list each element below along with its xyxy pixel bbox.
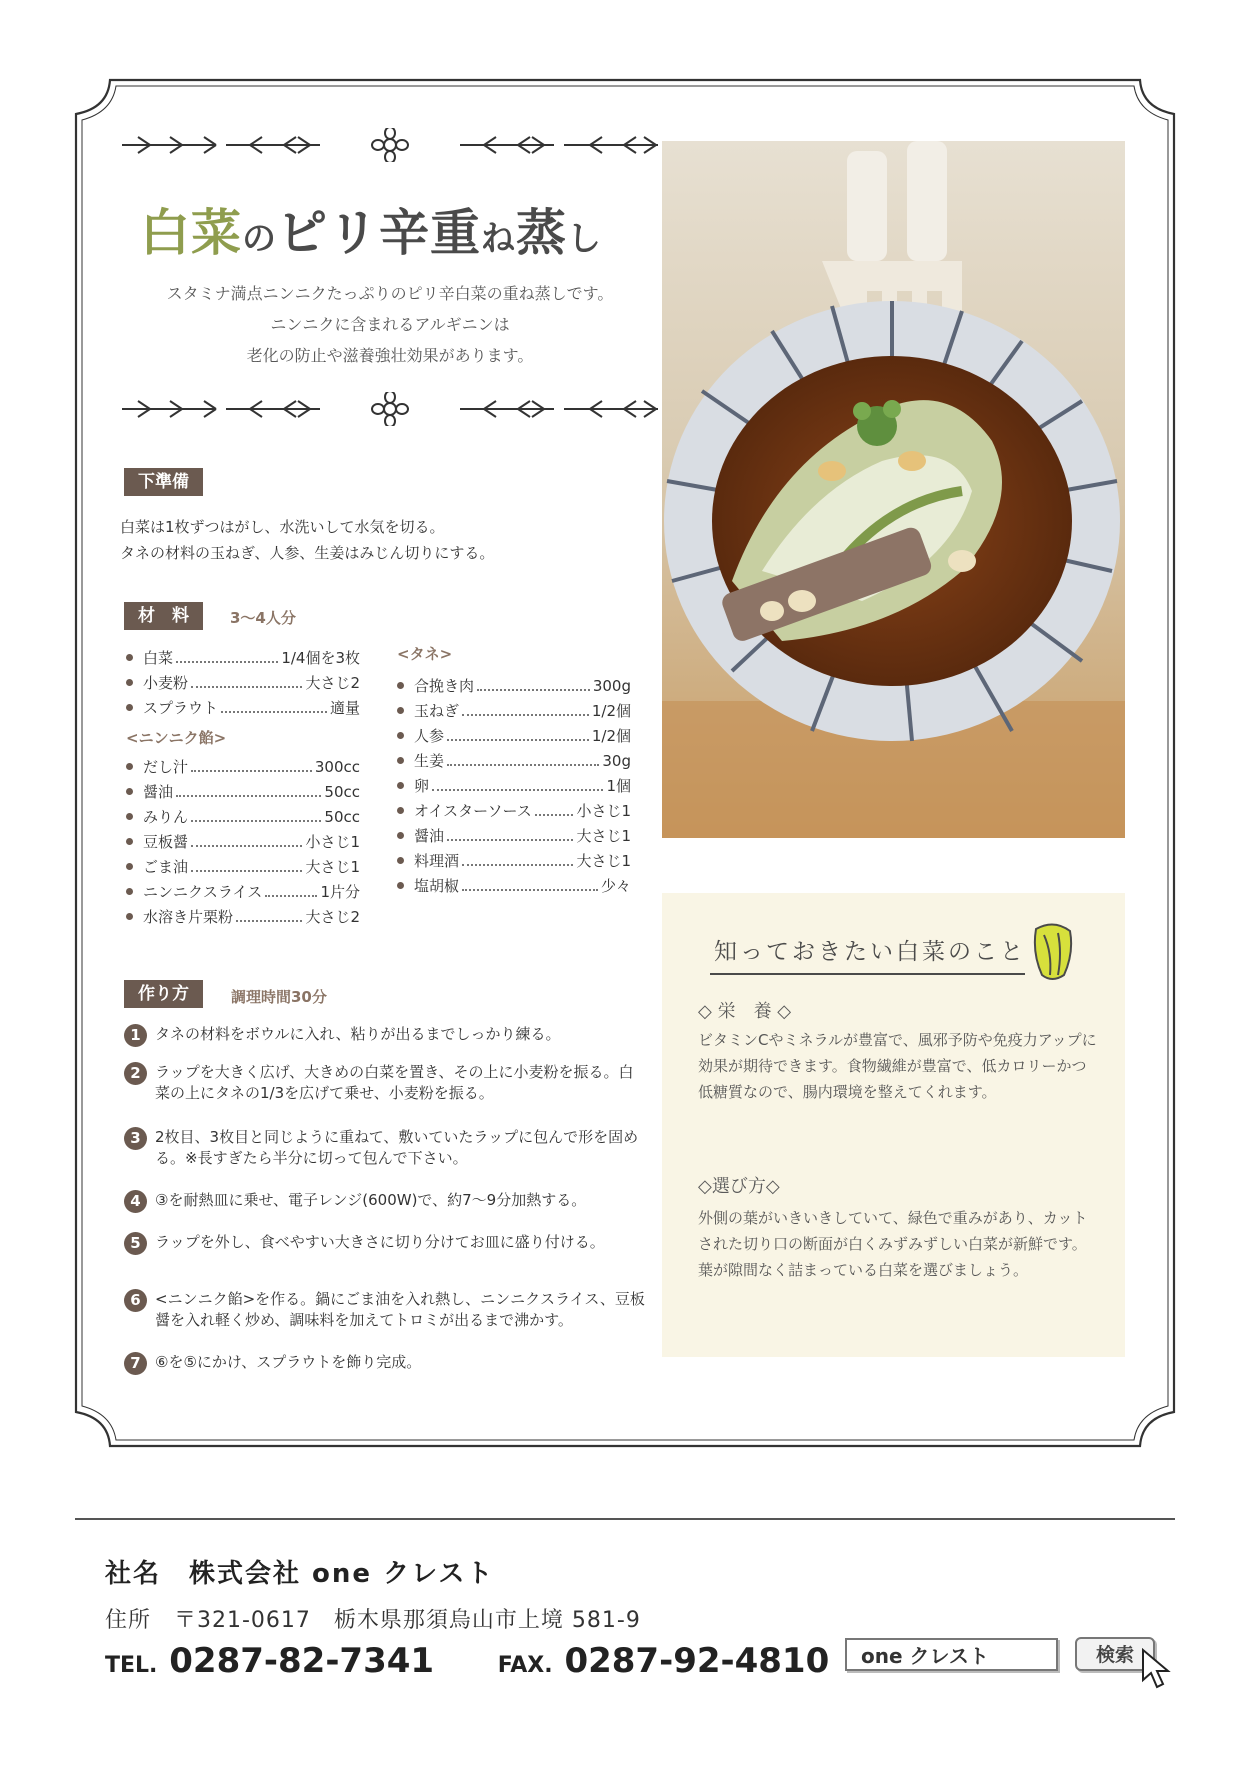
fax-number: 0287-92-4810 bbox=[564, 1641, 830, 1681]
ingredient-row: 塩胡椒 少々 bbox=[397, 873, 631, 898]
prep-line: 白菜は1枚ずつはがし、水洗いして水気を切る。 bbox=[120, 518, 445, 536]
ingredient-row: 料理酒 大さじ1 bbox=[397, 848, 631, 873]
info-title: 知っておきたい白菜のこと bbox=[714, 939, 1026, 965]
prep-line: タネの材料の玉ねぎ、人参、生姜はみじん切りにする。 bbox=[120, 544, 495, 562]
choose-text: 外側の葉がいきいきしていて、緑色で重みがあり、カットされた切り口の断面が白くみずみずしい白菜が新鮮です。葉が隙間なく詰まっている白菜を選びましょう。 bbox=[698, 1209, 1088, 1279]
ingredients-label: 材 料 bbox=[124, 602, 203, 630]
ingredient-row: ニンニクスライス 1片分 bbox=[126, 879, 360, 904]
prep-text bbox=[120, 514, 494, 566]
garlic-sauce-title: <ニンニク餡> bbox=[126, 729, 227, 747]
tel-number: 0287-82-7341 bbox=[169, 1641, 435, 1681]
step-item: 2 ラップを大きく広げ、大きめの白菜を置き、その上に小麦粉を振る。白菜の上にタネの1/3を広げて乗せ、小麦粉を振る。 bbox=[124, 1062, 645, 1104]
cook-time: 調理時間30分 bbox=[231, 988, 327, 1006]
mouse-pointer-icon bbox=[1141, 1648, 1173, 1690]
ingredient-row: スプラウト 適量 bbox=[126, 695, 360, 720]
prep-label: 下準備 bbox=[124, 468, 203, 496]
tel-label: TEL. bbox=[105, 1653, 158, 1678]
intro-line: 老化の防止や滋養強壮効果があります。 bbox=[246, 346, 534, 365]
ingredient-row: 卵 1個 bbox=[397, 773, 631, 798]
company-name: 社名 株式会社 one クレスト bbox=[105, 1559, 495, 1589]
ingredient-row: 醤油 50cc bbox=[126, 779, 360, 804]
method-label: 作り方 bbox=[124, 980, 203, 1008]
step-item: 4 ③を耐熱皿に乗せ、電子レンジ(600W)で、約7～9分加熱する。 bbox=[124, 1190, 645, 1213]
tane-title: <タネ> bbox=[397, 645, 453, 663]
ingredient-row: 白菜 1/4個を3枚 bbox=[126, 645, 360, 670]
nutrition-text: ビタミンCやミネラルが豊富で、風邪予防や免疫力アップに効果が期待できます。食物繊維が豊富で、低カロリーかつ低糖質なので、腸内環境を整えてくれます。 bbox=[698, 1031, 1097, 1101]
step-item: 1 タネの材料をボウルに入れ、粘りが出るまでしっかり練る。 bbox=[124, 1024, 645, 1047]
ingredient-row: 豆板醤 小さじ1 bbox=[126, 829, 360, 854]
ornament-top bbox=[120, 128, 660, 162]
cabbage-info-panel bbox=[662, 893, 1125, 1357]
step-item: 7 ⑥を⑤にかけ、スプラウトを飾り完成。 bbox=[124, 1352, 645, 1375]
dish-photo bbox=[662, 141, 1125, 838]
intro-line: スタミナ満点ニンニクたっぷりのピリ辛白菜の重ね蒸しです。 bbox=[166, 284, 614, 303]
ingredient-row: オイスターソース 小さじ1 bbox=[397, 798, 631, 823]
tane-ingredients bbox=[397, 643, 631, 898]
ingredient-row: 醤油 大さじ1 bbox=[397, 823, 631, 848]
search-button[interactable]: 検索 bbox=[1075, 1637, 1155, 1671]
ingredient-row: 合挽き肉 300g bbox=[397, 673, 631, 698]
ingredient-row: だし汁 300cc bbox=[126, 754, 360, 779]
footer-divider bbox=[75, 1518, 1175, 1520]
ornament-bottom bbox=[120, 392, 660, 426]
recipe-intro bbox=[120, 278, 660, 371]
ingredient-row: 玉ねぎ 1/2個 bbox=[397, 698, 631, 723]
ingredient-row: ごま油 大さじ1 bbox=[126, 854, 360, 879]
ingredient-row: 人参 1/2個 bbox=[397, 723, 631, 748]
ingredient-row: 生姜 30g bbox=[397, 748, 631, 773]
intro-line: ニンニクに含まれるアルギニンは bbox=[270, 315, 510, 334]
step-item: 3 2枚目、3枚目と同じように重ねて、敷いていたラップに包んで形を固める。※長すぎたら半分に切って包んで下さい。 bbox=[124, 1127, 645, 1169]
main-ingredients bbox=[126, 645, 360, 929]
info-title-underline bbox=[710, 973, 1025, 975]
contact-phones bbox=[105, 1641, 829, 1681]
ingredient-row: 水溶き片栗粉 大さじ2 bbox=[126, 904, 360, 929]
choose-heading: ◇選び方◇ bbox=[698, 1176, 780, 1197]
company-address: 住所 〒321-0617 栃木県那須烏山市上境 581-9 bbox=[105, 1608, 641, 1633]
step-item: 6 <ニンニク餡>を作る。鍋にごま油を入れ熱し、ニンニクスライス、豆板醤を入れ軽く炒め、調味料を加えてトロミが出るまで沸かす。 bbox=[124, 1289, 645, 1331]
servings: 3～4人分 bbox=[230, 609, 296, 627]
fax-label: FAX. bbox=[497, 1653, 553, 1678]
nutrition-heading: ◇ 栄 養 ◇ bbox=[698, 1001, 792, 1022]
cabbage-icon bbox=[1030, 923, 1076, 983]
ingredient-row: 小麦粉 大さじ2 bbox=[126, 670, 360, 695]
search-input[interactable]: one クレスト bbox=[845, 1638, 1058, 1671]
recipe-title: 白菜のピリ辛重ね蒸し bbox=[140, 204, 602, 262]
ingredient-row: みりん 50cc bbox=[126, 804, 360, 829]
step-item: 5 ラップを外し、食べやすい大きさに切り分けてお皿に盛り付ける。 bbox=[124, 1232, 645, 1255]
